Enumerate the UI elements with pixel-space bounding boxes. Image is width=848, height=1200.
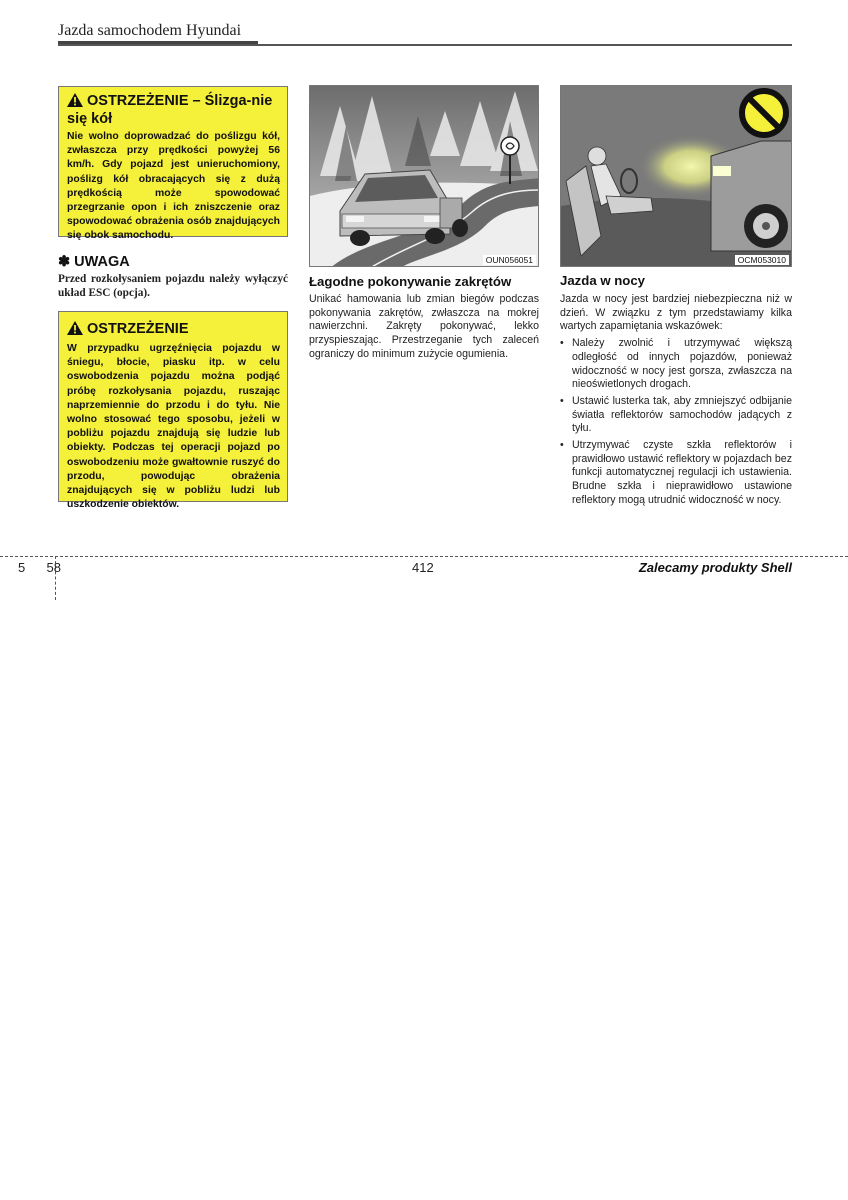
warning-title bbox=[67, 93, 280, 127]
note-text: Przed rozkołysaniem pojazdu należy wyłączyć układ ESC (opcja). bbox=[58, 273, 288, 299]
night-driving-illustration bbox=[561, 86, 792, 267]
page-header-title: Jazda samochodem Hyundai bbox=[58, 22, 242, 39]
warning-box-rocking bbox=[58, 311, 288, 511]
warning-box-wheel-spin bbox=[58, 86, 288, 242]
cornering-text: Unikać hamowania lub zmian biegów podczas pokonywania zakrętów, zwłaszcza na mokrej nawierzchni. Zakręty pokonywać, lekko przyspieszając. Przestrzeganie tych zaleceń ograniczy do minimum zużycie ogumienia. bbox=[309, 293, 539, 360]
footer-page-number: 412 bbox=[412, 560, 434, 575]
footer-brand-text: Zalecamy produkty Shell bbox=[638, 560, 792, 575]
figure-winding-road bbox=[309, 85, 539, 267]
footer-separator bbox=[0, 556, 848, 557]
header-rule bbox=[58, 44, 792, 46]
night-driving-text bbox=[560, 293, 792, 511]
footer-page-ref bbox=[18, 560, 61, 575]
figure-night-driving bbox=[560, 85, 792, 267]
winding-road-illustration bbox=[310, 86, 539, 267]
warning-text: W przypadku ugrzęźnięcia pojazdu w śniegu, błocie, piasku itp. w celu oswobodzenia pojazdu można podjąć próbę rozkołysania pojazdu, ruszając naprzemiennie do przodu i do tyłu. Nie wolno stosować tego sposobu, jeżeli w pobliżu pojazdu znajdują się ludzie lub obiekty. Podczas tej operacji pojazd po oswobodzeniu może gwałtownie ruszyć do przodu, powodując obrażenia znajdujących się w pobliżu ludzi lub uszkodzenie obiektów. bbox=[67, 343, 280, 511]
warning-title-text: OSTRZEŻENIE bbox=[87, 321, 189, 337]
figure-code: OCM053010 bbox=[735, 255, 789, 265]
warning-title bbox=[67, 321, 280, 339]
list-item: • Ustawić lusterka tak, aby zmniejszyć odbijanie światła reflektorów samochodów jadących z tyłu. bbox=[560, 395, 792, 436]
footer-section-number: 5 bbox=[18, 560, 26, 575]
warning-triangle-icon bbox=[67, 93, 83, 111]
list-item: • Należy zwolnić i utrzymywać większą odległość od innych pojazdów, ponieważ widoczność w nocy jest gorsza, zwłaszcza na nieoświetlonych drogach. bbox=[560, 337, 792, 392]
list-item: • Utrzymywać czyste szkła reflektorów i prawidłowo ustawić reflektory w pojazdach bez funkcji automatycznej regulacji ich ustawienia. Brudne szkła i nieprawidłowo ustawione reflektory mogą utrudnić widoczność w nocy. bbox=[560, 439, 792, 508]
warning-text: Nie wolno doprowadzać do poślizgu kół, zwłaszcza przy prędkości powyżej 56 km/h. Gdy pojazd jest unieruchomiony, poślizg kół obracających się z dużą prędkością może spowodować przegrzanie opon i ich zniszczenie oraz spowodować obrażenia osób znajdujących się obok samochodu. bbox=[67, 131, 280, 242]
warning-title-text: OSTRZEŻENIE – Ślizga-nie się kół bbox=[67, 93, 273, 127]
warning-triangle-icon bbox=[67, 321, 83, 339]
section-title-cornering: Łagodne pokonywanie zakrętów bbox=[309, 274, 512, 289]
night-driving-intro: Jazda w nocy jest bardziej niebezpieczna niż w dzień. W związku z tym przedstawiamy kilka wartych zapamiętania wskazówek: bbox=[560, 293, 792, 333]
figure-code: OUN056051 bbox=[483, 255, 536, 265]
night-driving-tips bbox=[560, 337, 792, 507]
footer-section-page: 58 bbox=[46, 560, 61, 575]
note-block bbox=[58, 254, 288, 300]
note-title: ✽ UWAGA bbox=[58, 254, 130, 270]
section-title-night-driving: Jazda w nocy bbox=[560, 273, 646, 288]
